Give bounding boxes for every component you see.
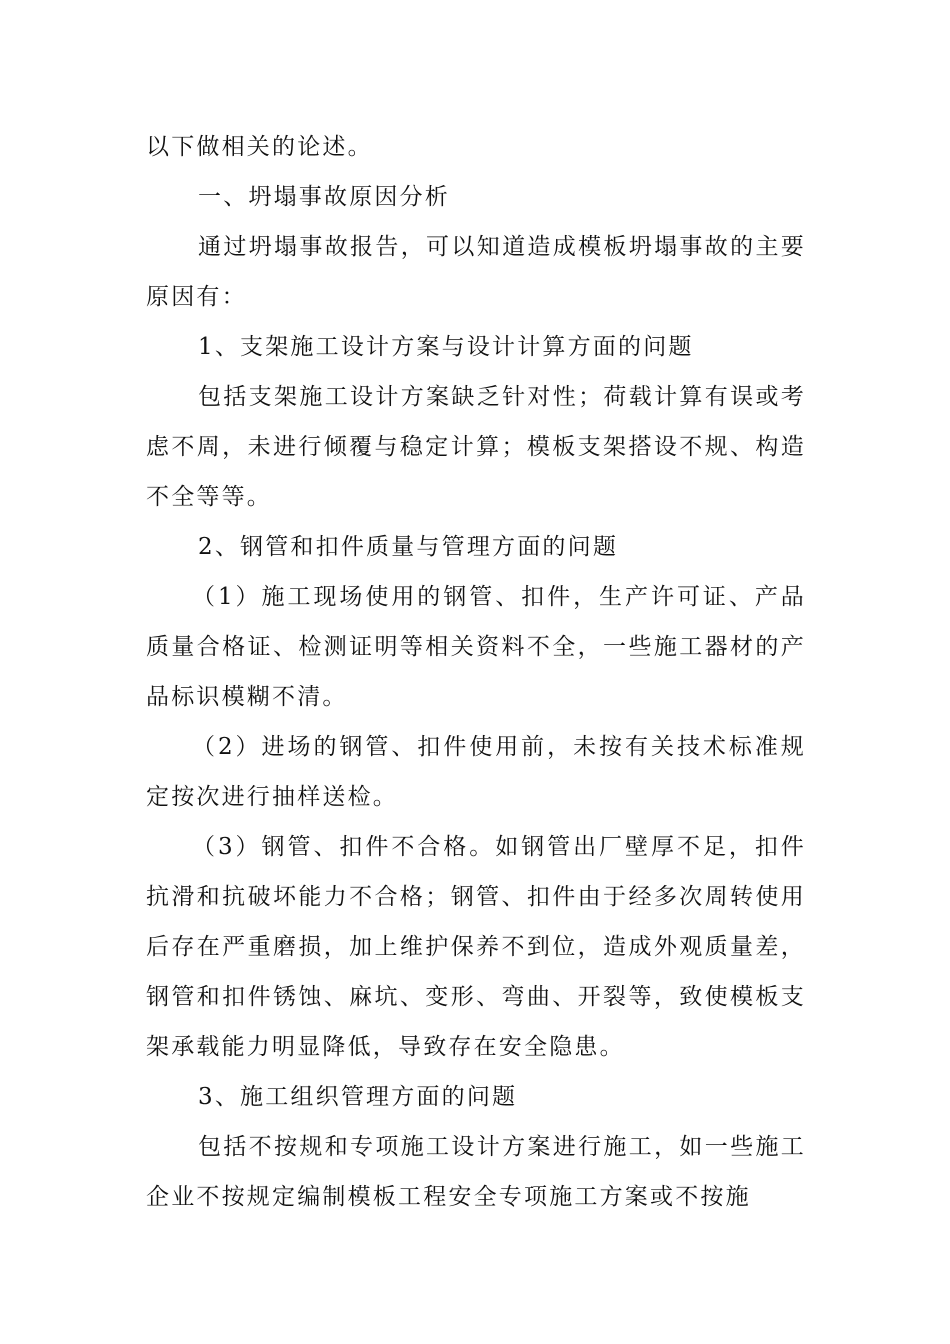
document-page <box>146 122 806 1222</box>
paragraph-construction-management: 包括不按规和专项施工设计方案进行施工，如一些施工企业不按规定编制模板工程安全专项施工方案或不按施 <box>146 1134 806 1210</box>
paragraph-intro-tail: 以下做相关的论述。 <box>146 134 373 160</box>
paragraph-support-design: 包括支架施工设计方案缺乏针对性；荷载计算有误或考虑不周，未进行倾覆与稳定计算；模板支架搭设不规、构造不全等等。 <box>146 384 806 510</box>
paragraph-item-1: （1）施工现场使用的钢管、扣件，生产许可证、产品质量合格证、检测证明等相关资料不全，一些施工器材的产品标识模糊不清。 <box>146 584 806 710</box>
subheading-support-design: 1、支架施工设计方案与设计计算方面的问题 <box>198 334 694 360</box>
subheading-steel-pipe-quality: 2、钢管和扣件质量与管理方面的问题 <box>198 534 619 560</box>
subheading-construction-management: 3、施工组织管理方面的问题 <box>198 1084 518 1110</box>
paragraph-main-causes: 通过坍塌事故报告，可以知道造成模板坍塌事故的主要原因有： <box>146 234 806 310</box>
paragraph-item-2: （2）进场的钢管、扣件使用前，未按有关技术标准规定按次进行抽样送检。 <box>146 734 806 810</box>
section-heading-collapse-cause: 一、坍塌事故原因分析 <box>198 184 450 210</box>
paragraph-item-3: （3）钢管、扣件不合格。如钢管出厂壁厚不足，扣件抗滑和抗破坏能力不合格；钢管、扣件由于经多次周转使用后存在严重磨损，加上维护保养不到位，造成外观质量差，钢管和扣件锈蚀、麻坑、变形、弯曲、开裂等，致使模板支架承载能力明显降低，导致存在安全隐患。 <box>146 834 806 1060</box>
